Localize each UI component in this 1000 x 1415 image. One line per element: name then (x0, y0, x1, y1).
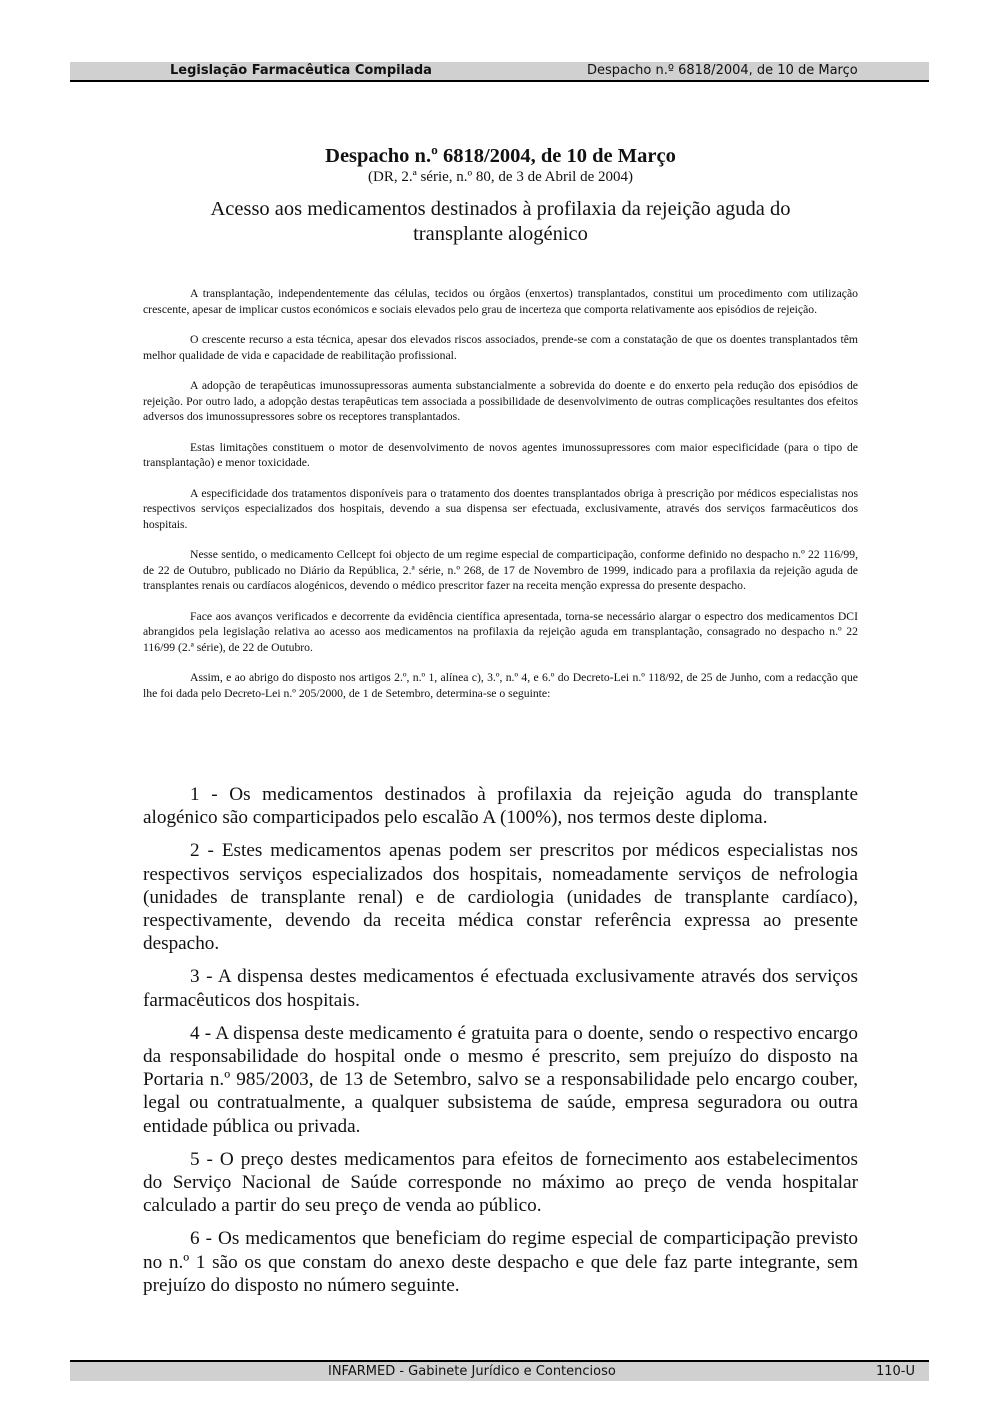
document-source: (DR, 2.ª série, n.º 80, de 3 de Abril de 2004) (368, 169, 633, 185)
document-heading (143, 143, 858, 247)
article-3: 3 - A dispensa destes medicamentos é efectuada exclusivamente através dos serviços farmacêuticos dos hospitais. (143, 966, 858, 1011)
article-2: 2 - Estes medicamentos apenas podem ser prescritos por médicos especialistas nos respectivos serviços especializados dos hospitais, nomeadamente serviços de nefrologia (unidades de transplante renal) e de cardiologia (unidades de transplante cardíaco), respectivamente, devendo da receita médica constar referência expressa ao presente despacho. (143, 840, 858, 955)
document-subject: Acesso aos medicamentos destinados à profilaxia da rejeição aguda do transplante alogénico (210, 198, 791, 245)
page-header (70, 62, 929, 82)
preamble (143, 286, 858, 716)
preamble-paragraph: A especificidade dos tratamentos disponíveis para o tratamento dos doentes transplantados obriga à prescrição por médicos especialistas nos respectivos serviços especializados dos hospitais, devendo a sua dispensa ser efectuada, exclusivamente, através dos serviços farmacêuticos dos hospitais. (143, 486, 858, 531)
page-number: 110-U (875, 1364, 915, 1379)
header-document-ref: Despacho n.º 6818/2004, de 10 de Março (587, 63, 858, 78)
preamble-paragraph: Nesse sentido, o medicamento Cellcept foi objecto de um regime especial de comparticipação, conforme definido no despacho n.º 22 116/99, de 22 de Outubro, publicado no Diário da República, 2.ª série, n.º 268, de 17 de Novembro de 1999, indicado para a profilaxia da rejeição aguda de transplantes renais ou cardíacos alogénicos, devendo o médico prescritor fazer na receita menção expressa do presente despacho. (143, 548, 858, 592)
article-5: 5 - O preço destes medicamentos para efeitos de fornecimento aos estabelecimentos do Serviço Nacional de Saúde corresponde no máximo ao preço de venda hospitalar calculado a partir do seu preço de venda ao público. (143, 1148, 858, 1217)
article-6: 6 - Os medicamentos que beneficiam do regime especial de comparticipação previsto no n.º 1 são os que constam do anexo deste despacho e que dele faz parte integrante, sem prejuízo do disposto no número seguinte. (143, 1228, 858, 1296)
article-1: 1 - Os medicamentos destinados à profilaxia da rejeição aguda do transplante alogénico são comparticipados pelo escalão A (100%), nos termos deste diploma. (143, 784, 858, 829)
document-title: Despacho n.º 6818/2004, de 10 de Março (325, 145, 676, 167)
preamble-paragraph: Assim, e ao abrigo do disposto nos artigos 2.º, n.º 1, alínea c), 3.º, n.º 4, e 6.º do Decreto-Lei n.º 118/92, de 25 de Junho, com a redacção que lhe foi dada pelo Decreto-Lei n.º 205/2000, de 1 de Setembro, determina-se o seguinte: (143, 671, 858, 700)
preamble-paragraph: Estas limitações constituem o motor de desenvolvimento de novos agentes imunossupressores com maior especificidade (para o tipo de transplantação) e menor toxicidade. (143, 440, 858, 469)
preamble-paragraph: A adopção de terapêuticas imunossupressoras aumenta substancialmente a sobrevida do doente e do enxerto pela redução dos episódios de rejeição. Por outro lado, a adopção destas terapêuticas tem associada a possibilidade de desenvolvimento de outras complicações resultantes dos efeitos adversos dos imunossupressores sobre os receptores transplantados. (143, 379, 858, 423)
footer-organization: INFARMED - Gabinete Jurídico e Contencioso (328, 1364, 616, 1379)
decision-articles (143, 783, 858, 1307)
page-footer (70, 1360, 929, 1381)
article-4: 4 - A dispensa deste medicamento é gratuita para o doente, sendo o respectivo encargo da responsabilidade do hospital onde o mesmo é prescrito, sem prejuízo do disposto na Portaria n.º 985/2003, de 13 de Setembro, salvo se a responsabilidade pelo encargo couber, legal ou contratualmente, a qualquer subsistema de saúde, empresa seguradora ou outra entidade pública ou privada. (143, 1022, 858, 1137)
preamble-paragraph: O crescente recurso a esta técnica, apesar dos elevados riscos associados, prende-se com a constatação de que os doentes transplantados têm melhor qualidade de vida e capacidade de reabilitação profissional. (143, 333, 858, 362)
preamble-paragraph: A transplantação, independentemente das células, tecidos ou órgãos (enxertos) transplantados, constitui um procedimento com utilização crescente, apesar de implicar custos económicos e sociais elevados pelo grau de incerteza que comporta relativamente aos episódios de rejeição. (143, 287, 858, 316)
preamble-paragraph: Face aos avanços verificados e decorrente da evidência científica apresentada, torna-se necessário alargar o espectro dos medicamentos DCI abrangidos pela legislação relativa ao acesso aos medicamentos na profilaxia da rejeição aguda em transplantação, consagrado no despacho n.º 22 116/99 (2.ª série), de 22 de Outubro. (143, 609, 858, 654)
header-collection-title: Legislação Farmacêutica Compilada (170, 63, 432, 78)
